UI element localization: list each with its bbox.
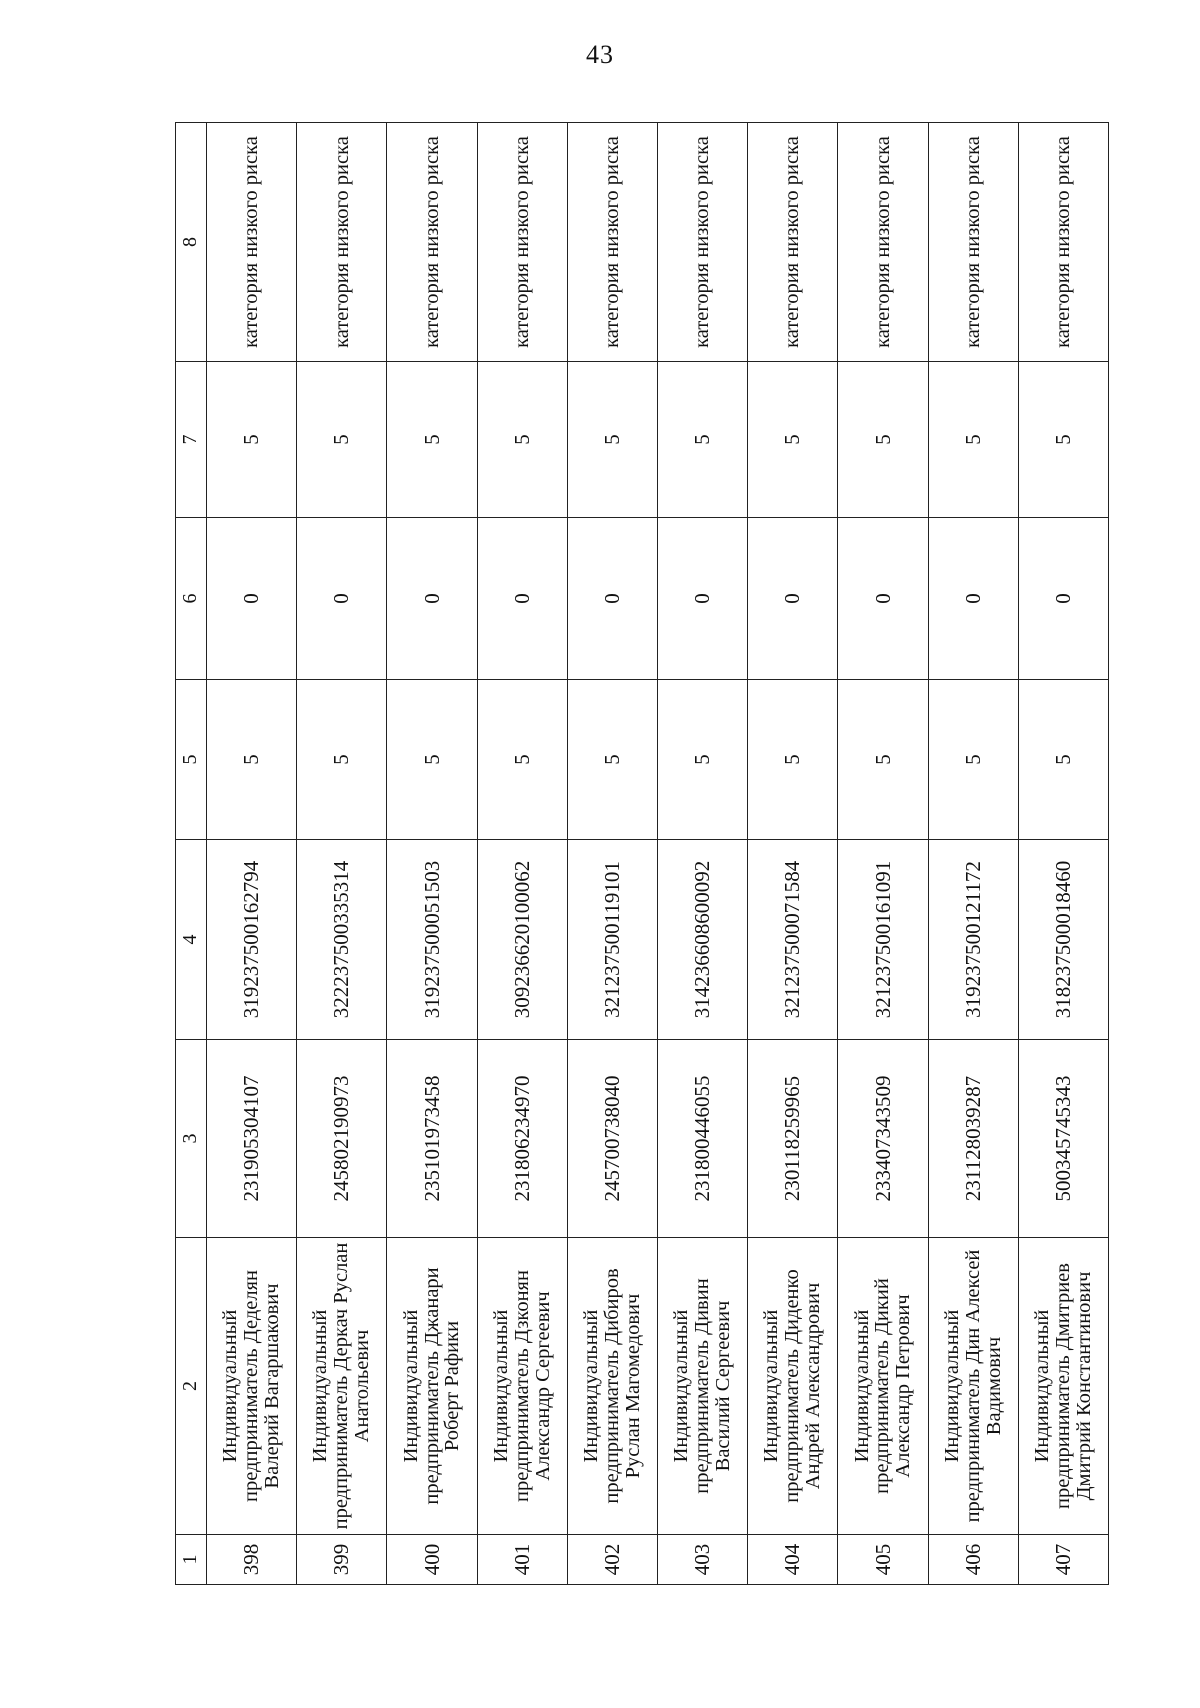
risk-category-table xyxy=(175,122,1109,1585)
inn-cell: 231806234970 xyxy=(477,1040,567,1238)
risk-category-cell: категория низкого риска xyxy=(297,123,387,362)
column-7-cell: 5 xyxy=(297,362,387,518)
ogrnip-cell: 321237500071584 xyxy=(748,840,838,1040)
table-row xyxy=(477,123,567,1585)
column-header-8: 8 xyxy=(176,123,207,362)
ogrnip-cell: 309236620100062 xyxy=(477,840,567,1040)
column-6-cell: 0 xyxy=(387,518,477,680)
rotated-table-container xyxy=(175,123,1109,1585)
column-6-cell: 0 xyxy=(567,518,657,680)
column-header-5: 5 xyxy=(176,680,207,840)
row-number: 398 xyxy=(207,1535,297,1585)
table-row xyxy=(567,123,657,1585)
column-header-2: 2 xyxy=(176,1238,207,1535)
inn-cell: 233407343509 xyxy=(838,1040,928,1238)
inn-cell: 230118259965 xyxy=(748,1040,838,1238)
entrepreneur-name: Индивидуальный предприниматель Дибиров Руслан Магомедович xyxy=(567,1238,657,1535)
inn-cell: 231905304107 xyxy=(207,1040,297,1238)
column-5-cell: 5 xyxy=(207,680,297,840)
table-row xyxy=(657,123,747,1585)
entrepreneur-name: Индивидуальный предприниматель Дикий Александр Петрович xyxy=(838,1238,928,1535)
entrepreneur-name: Индивидуальный предприниматель Дмитриев Дмитрий Константинович xyxy=(1018,1238,1108,1535)
risk-category-cell: категория низкого риска xyxy=(477,123,567,362)
column-7-cell: 5 xyxy=(748,362,838,518)
column-5-cell: 5 xyxy=(477,680,567,840)
entrepreneur-name: Индивидуальный предприниматель Деркач Руслан Анатольевич xyxy=(297,1238,387,1535)
column-6-cell: 0 xyxy=(207,518,297,680)
inn-cell: 235101973458 xyxy=(387,1040,477,1238)
column-6-cell: 0 xyxy=(477,518,567,680)
column-5-cell: 5 xyxy=(748,680,838,840)
row-number: 407 xyxy=(1018,1535,1108,1585)
table-row xyxy=(207,123,297,1585)
column-header-7: 7 xyxy=(176,362,207,518)
risk-category-cell: категория низкого риска xyxy=(387,123,477,362)
row-number: 402 xyxy=(567,1535,657,1585)
row-number: 400 xyxy=(387,1535,477,1585)
table-row xyxy=(748,123,838,1585)
column-6-cell: 0 xyxy=(838,518,928,680)
ogrnip-cell: 319237500162794 xyxy=(207,840,297,1040)
entrepreneur-name: Индивидуальный предприниматель Дивин Василий Сергеевич xyxy=(657,1238,747,1535)
ogrnip-cell: 319237500121172 xyxy=(928,840,1018,1040)
row-number: 403 xyxy=(657,1535,747,1585)
risk-category-cell: категория низкого риска xyxy=(838,123,928,362)
inn-cell: 500345745343 xyxy=(1018,1040,1108,1238)
entrepreneur-name: Индивидуальный предприниматель Дин Алексей Вадимович xyxy=(928,1238,1018,1535)
column-header-3: 3 xyxy=(176,1040,207,1238)
row-number: 405 xyxy=(838,1535,928,1585)
column-5-cell: 5 xyxy=(567,680,657,840)
ogrnip-cell: 321237500161091 xyxy=(838,840,928,1040)
column-7-cell: 5 xyxy=(387,362,477,518)
column-5-cell: 5 xyxy=(1018,680,1108,840)
header-row xyxy=(176,123,207,1585)
table-row xyxy=(387,123,477,1585)
table-row xyxy=(297,123,387,1585)
inn-cell: 245802190973 xyxy=(297,1040,387,1238)
column-7-cell: 5 xyxy=(657,362,747,518)
column-5-cell: 5 xyxy=(297,680,387,840)
entrepreneur-name: Индивидуальный предприниматель Диденко Андрей Александрович xyxy=(748,1238,838,1535)
column-7-cell: 5 xyxy=(1018,362,1108,518)
inn-cell: 231800446055 xyxy=(657,1040,747,1238)
column-5-cell: 5 xyxy=(657,680,747,840)
column-6-cell: 0 xyxy=(297,518,387,680)
column-header-6: 6 xyxy=(176,518,207,680)
column-6-cell: 0 xyxy=(928,518,1018,680)
risk-category-cell: категория низкого риска xyxy=(1018,123,1108,362)
ogrnip-cell: 321237500119101 xyxy=(567,840,657,1040)
entrepreneur-name: Индивидуальный предприниматель Дзконян Александр Сергеевич xyxy=(477,1238,567,1535)
column-header-1: 1 xyxy=(176,1535,207,1585)
ogrnip-cell: 314236608600092 xyxy=(657,840,747,1040)
column-5-cell: 5 xyxy=(838,680,928,840)
column-5-cell: 5 xyxy=(387,680,477,840)
column-6-cell: 0 xyxy=(657,518,747,680)
risk-category-cell: категория низкого риска xyxy=(567,123,657,362)
row-number: 401 xyxy=(477,1535,567,1585)
table-row xyxy=(838,123,928,1585)
entrepreneur-name: Индивидуальный предприниматель Деделян Валерий Вагаршакович xyxy=(207,1238,297,1535)
column-header-4: 4 xyxy=(176,840,207,1040)
risk-category-cell: категория низкого риска xyxy=(657,123,747,362)
column-7-cell: 5 xyxy=(928,362,1018,518)
inn-cell: 231128039287 xyxy=(928,1040,1018,1238)
row-number: 406 xyxy=(928,1535,1018,1585)
column-7-cell: 5 xyxy=(838,362,928,518)
row-number: 399 xyxy=(297,1535,387,1585)
page-number: 43 xyxy=(586,40,614,69)
column-7-cell: 5 xyxy=(207,362,297,518)
ogrnip-cell: 319237500051503 xyxy=(387,840,477,1040)
column-6-cell: 0 xyxy=(1018,518,1108,680)
risk-category-cell: категория низкого риска xyxy=(207,123,297,362)
table-row xyxy=(928,123,1018,1585)
table-row xyxy=(1018,123,1108,1585)
column-6-cell: 0 xyxy=(748,518,838,680)
ogrnip-cell: 322237500335314 xyxy=(297,840,387,1040)
column-7-cell: 5 xyxy=(477,362,567,518)
risk-category-cell: категория низкого риска xyxy=(928,123,1018,362)
inn-cell: 245700738040 xyxy=(567,1040,657,1238)
ogrnip-cell: 318237500018460 xyxy=(1018,840,1108,1040)
column-5-cell: 5 xyxy=(928,680,1018,840)
entrepreneur-name: Индивидуальный предприниматель Джанари Роберт Рафики xyxy=(387,1238,477,1535)
risk-category-cell: категория низкого риска xyxy=(748,123,838,362)
row-number: 404 xyxy=(748,1535,838,1585)
column-7-cell: 5 xyxy=(567,362,657,518)
